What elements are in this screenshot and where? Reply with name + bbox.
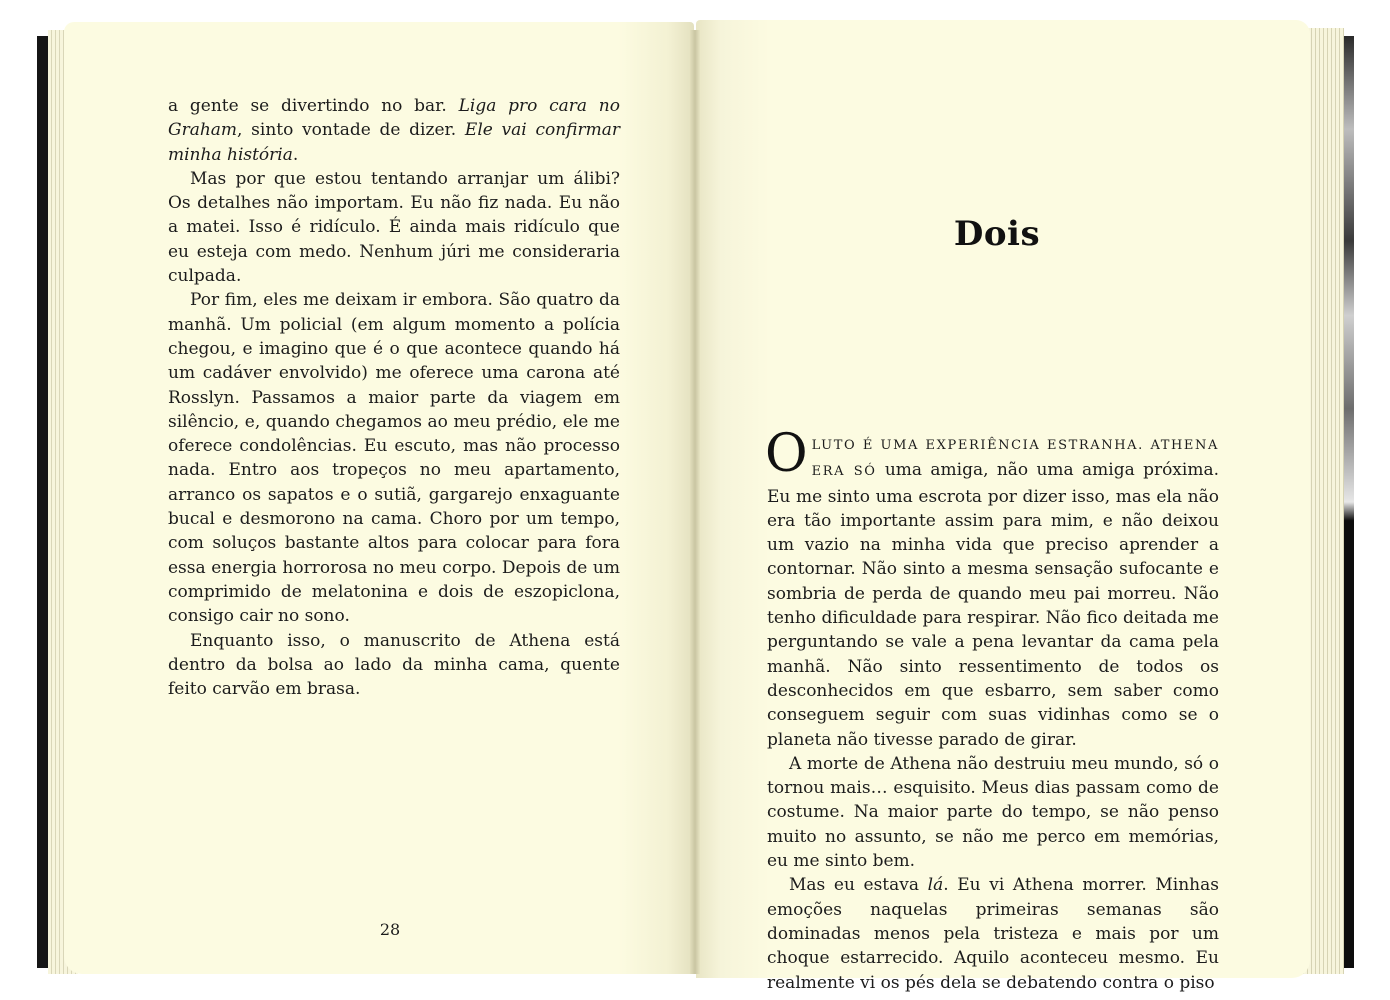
paragraph [168, 167, 620, 288]
text-run: A morte de Athena não destruiu meu mundo, só o tornou mais… esquisito. Meus dias passam como de costume. Na maior parte do tempo, se não penso muito no assunto, se não me perco em memórias, eu me sinto bem. [767, 753, 1219, 872]
italic-text: Liga pro cara no Graham [168, 96, 620, 141]
text-run: Por fim, eles me deixam ir embora. São quatro da manhã. Um policial (em algum momento a polícia chegou, e imagino que é o que acontece quando há um cadáver envolvido) me oferece uma carona até Rosslyn. Passamos a maior parte da viagem em silêncio, e, quando chegamos ao meu prédio, ele me oferece condolências. Eu escuto, mas não processo nada. Entro aos tropeços no meu apartamento, arranco os sapatos e o sutiã, gargarejo enxaguante bucal e desmorono na cama. Choro por um tempo, com soluços bastante altos para colocar para fora essa energia horrorosa no meu corpo. Depois de um comprimido de melatonina e dois de eszopiclona, consigo cair no sono. [168, 290, 620, 627]
paragraph [168, 94, 620, 167]
text-run: Enquanto isso, o manuscrito de Athena está dentro da bolsa ao lado da minha cama, quente feito carvão em brasa. [168, 630, 620, 700]
drop-cap: O [765, 424, 808, 484]
paragraph [767, 873, 1219, 994]
paragraph [767, 752, 1219, 873]
text-run: uma amiga, não uma amiga próxima. Eu me sinto uma escrota por dizer isso, mas ela não era tão importante assim para mim, e não deixou um vazio na minha vida que preciso aprender a contornar. Não sinto a mesma sensação sufocante e sombria de perda de quando meu pai morreu. Não tenho dificuldade para respirar. Não fico deitada me perguntando se vale a pena levantar da cama pela manhã. Não sinto ressentimento de todos os desconhecidos em que esbarro, sem saber como conseguem seguir com suas vidinhas como se o planeta não tivesse parado de girar. [767, 460, 1219, 750]
italic-text: Ele vai confirmar minha história [168, 120, 620, 165]
page-number: 28 [379, 920, 401, 939]
text-run: . Eu vi Athena morrer. Minhas emoções naquelas primeiras semanas são dominadas menos pela tristeza e mais por um choque estarrecido. Aquilo aconteceu mesmo. Eu realmente vi os pés dela se debatendo contra o piso [767, 875, 1219, 993]
text-run: Mas eu estava [789, 875, 928, 896]
italic-text: lá [927, 875, 944, 896]
paragraph [168, 629, 620, 702]
text-run: a gente se divertindo no bar. [168, 96, 459, 116]
text-run: Mas por que estou tentando arranjar um álibi? Os detalhes não importam. Eu não fiz nada. Eu não a matei. Isso é ridículo. É ainda mais ridículo que eu esteja com medo. Nenhum júri me consideraria culpada. [168, 168, 620, 287]
book-gutter [690, 30, 700, 974]
right-page-body [765, 424, 1219, 995]
paragraph [168, 288, 620, 628]
text-run: , sinto vontade de dizer. [237, 120, 465, 141]
opening-smallcaps: LUTO É UMA EXPERIÊNCIA ESTRANHA. ATHENA ERA SÓ [811, 438, 1219, 480]
chapter-title: Dois [953, 214, 1041, 254]
left-page-body [168, 94, 620, 701]
text-run: . [292, 144, 299, 165]
opening-paragraph [765, 424, 1219, 752]
